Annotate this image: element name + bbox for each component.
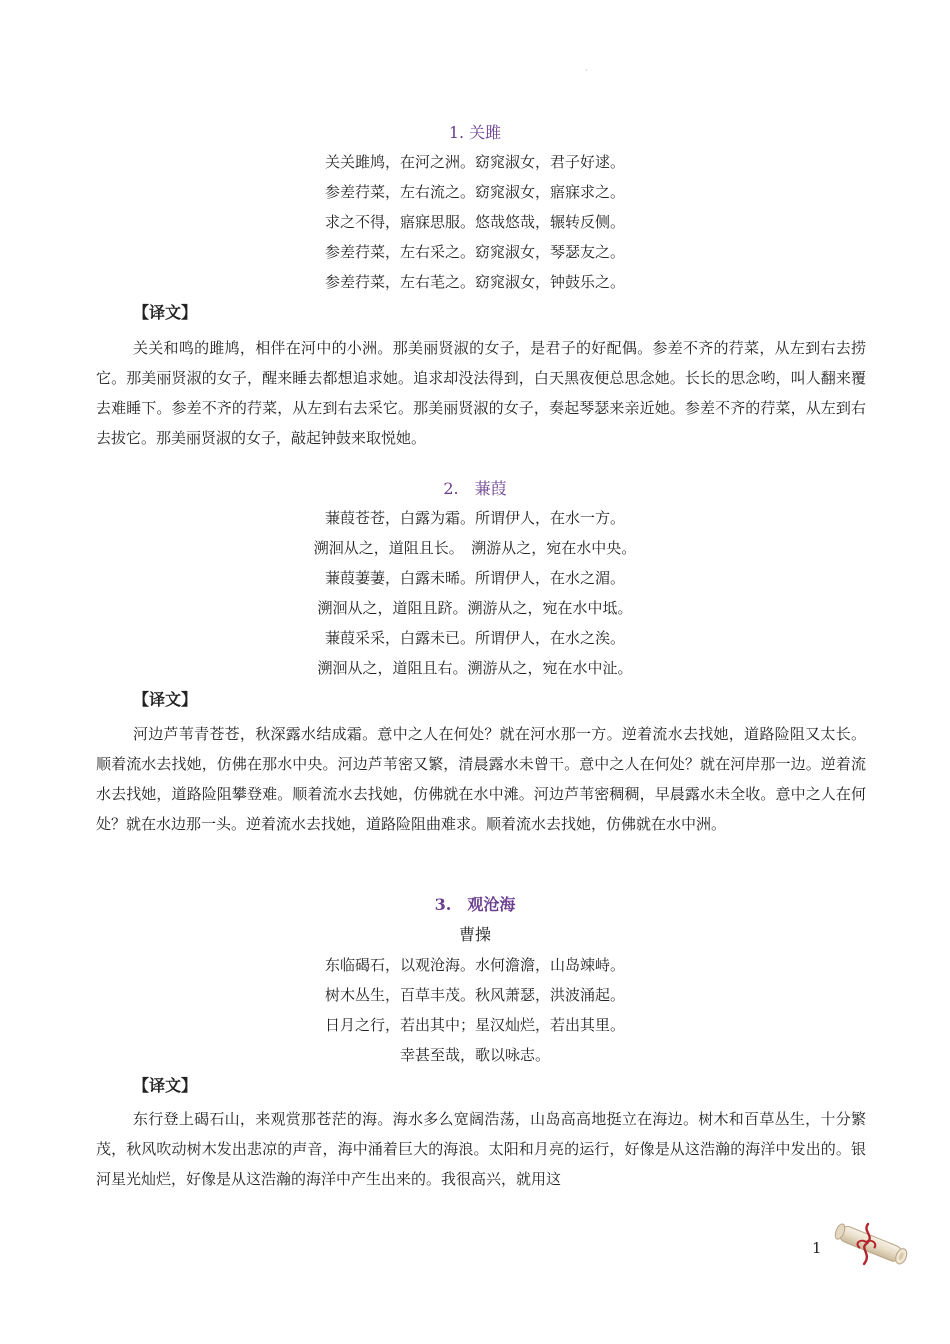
poem-line: 蒹葭萋萋，白露未晞。所谓伊人，在水之湄。 [324, 569, 625, 587]
poem-line: 溯洄从之，道阻且跻。溯游从之，宛在水中坻。 [317, 599, 633, 617]
scroll-with-ribbon-icon [830, 1218, 912, 1268]
poem-line: 蒹葭采采，白露未已。所谓伊人，在水之涘。 [324, 629, 625, 647]
translation-heading: 【译文】 [133, 303, 198, 322]
translation-paragraph: 河边芦苇青苍苍，秋深露水结成霜。意中之人在何处？就在河水那一方。逆着流水去找她，道路险阻又太长。顺着流水去找她，仿佛在那水中央。河边芦苇密又繁，清晨露水未曾干。意中之人在何处？就在河岸那一边。逆着流水去找她，道路险阻攀登难。顺着流水去找她，仿佛就在水中滩。河边芦苇密稠稠，早晨露水未全收。意中之人在何处？就在水边那一头。逆着流水去找她，道路险阻曲难求。顺着流水去找她，仿佛就在水中洲。 [96, 725, 866, 833]
poem-line: 参差荇菜，左右采之。窈窕淑女，琴瑟友之。 [324, 243, 625, 261]
poem-line: 参差荇菜，左右流之。窈窕淑女，寤寐求之。 [324, 183, 625, 201]
page-number: 1 [812, 1239, 822, 1257]
section-title-guanju: 1. 关雎 [448, 123, 502, 142]
poem-guancanghai [0, 950, 950, 1070]
decorative-dot: · [585, 66, 588, 75]
section-title-guancanghai: 3. 观沧海 [434, 895, 516, 914]
poem-author: 曹操 [458, 925, 491, 944]
poem-line: 求之不得，寤寐思服。悠哉悠哉，辗转反侧。 [324, 213, 625, 231]
poem-line: 溯洄从之，道阻且长。 溯游从之，宛在水中央。 [313, 539, 637, 557]
translation-paragraph: 东行登上碣石山，来观赏那苍茫的海。海水多么宽阔浩荡，山岛高高地挺立在海边。树木和百草丛生，十分繁茂，秋风吹动树木发出悲凉的声音，海中涌着巨大的海浪。太阳和月亮的运行，好像是从这浩瀚的海洋中发出的。银河星光灿烂，好像是从这浩瀚的海洋中产生出来的。我很高兴，就用这 [96, 1110, 866, 1188]
translation-heading: 【译文】 [133, 690, 198, 709]
poem-guanju [0, 147, 950, 297]
poem-line: 溯洄从之，道阻且右。溯游从之，宛在水中沚。 [317, 659, 633, 677]
poem-line: 东临碣石，以观沧海。水何澹澹，山岛竦峙。 [324, 956, 625, 974]
poem-line: 树木丛生，百草丰茂。秋风萧瑟，洪波涌起。 [324, 986, 625, 1004]
poem-line: 蒹葭苍苍，白露为霜。所谓伊人，在水一方。 [324, 509, 625, 527]
translation-heading: 【译文】 [133, 1076, 198, 1095]
translation-paragraph: 关关和鸣的雎鸠，相伴在河中的小洲。那美丽贤淑的女子，是君子的好配偶。参差不齐的荇菜，从左到右去捞它。那美丽贤淑的女子，醒来睡去都想追求她。追求却没法得到，白天黑夜便总思念她。长长的思念哟，叫人翻来覆去难睡下。参差不齐的荇菜，从左到右去采它。那美丽贤淑的女子，奏起琴瑟来亲近她。参差不齐的荇菜，从左到右去拔它。那美丽贤淑的女子，敲起钟鼓来取悦她。 [96, 339, 866, 447]
section-title-jianjia: 2. 蒹葭 [443, 479, 507, 498]
poem-line: 幸甚至哉，歌以咏志。 [399, 1046, 550, 1064]
poem-line: 关关雎鸠，在河之洲。窈窕淑女，君子好逑。 [324, 153, 625, 171]
poem-line: 日月之行，若出其中；星汉灿烂，若出其里。 [324, 1016, 625, 1034]
poem-jianjia [0, 503, 950, 683]
poem-line: 参差荇菜，左右芼之。窈窕淑女，钟鼓乐之。 [324, 273, 625, 291]
